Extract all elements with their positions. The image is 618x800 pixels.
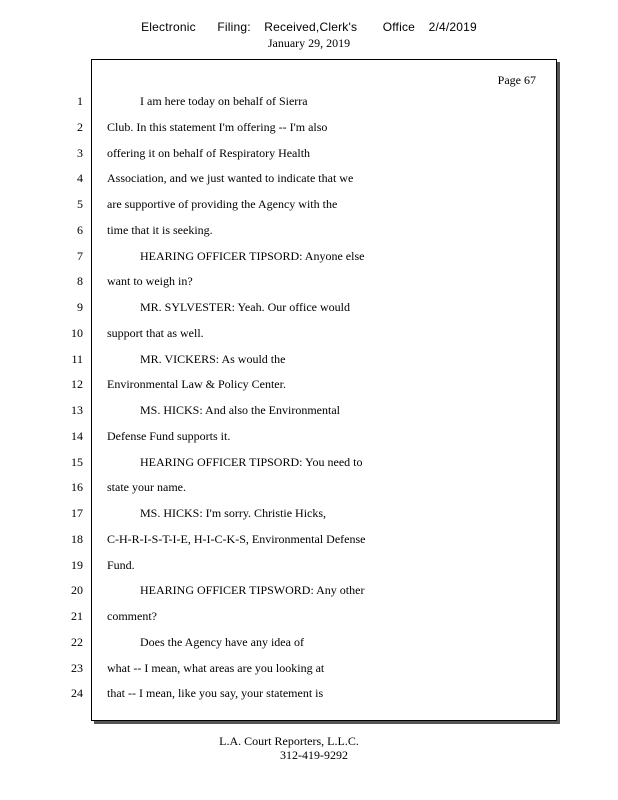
transcript-line: HEARING OFFICER TIPSORD: Anyone else: [140, 249, 365, 263]
transcript-line: that -- I mean, like you say, your statement is: [107, 686, 324, 700]
page-number: Page 67: [497, 73, 536, 87]
line-number: 3: [77, 146, 83, 160]
transcript-line: offering it on behalf of Respiratory Health: [107, 146, 311, 160]
line-number: 7: [77, 249, 83, 263]
line-number: 19: [71, 558, 83, 572]
line-number: 16: [71, 480, 83, 494]
line-number: 9: [77, 300, 83, 314]
stamp-word-filing: Filing:: [217, 20, 251, 34]
transcript-line: want to weigh in?: [107, 274, 193, 288]
transcript-line: I am here today on behalf of Sierra: [140, 94, 308, 108]
line-number: 24: [71, 686, 83, 700]
transcript-line: Club. In this statement I'm offering -- I'm also: [107, 120, 328, 134]
transcript-line: C-H-R-I-S-T-I-E, H-I-C-K-S, Environmental Defense: [107, 532, 366, 546]
stamp-word-received: Received,Clerk's: [264, 20, 358, 34]
filed-date: January 29, 2019: [267, 36, 351, 50]
line-number: 22: [71, 635, 83, 649]
footer-phone: 312-419-9292: [280, 748, 348, 762]
line-number: 12: [71, 377, 83, 391]
stamp-word-electronic: Electronic: [141, 20, 196, 34]
line-number: 6: [77, 223, 83, 237]
stamp-date: 2/4/2019: [428, 20, 477, 34]
line-number: 23: [71, 661, 83, 675]
line-number: 1: [77, 94, 83, 108]
line-number: 15: [71, 455, 83, 469]
line-number: 13: [71, 403, 83, 417]
line-number: 18: [71, 532, 83, 546]
line-number: 20: [71, 583, 83, 597]
transcript-line: what -- I mean, what areas are you looking at: [107, 661, 325, 675]
line-number: 2: [77, 120, 83, 134]
transcript-line: HEARING OFFICER TIPSWORD: Any other: [140, 583, 365, 597]
line-number: 8: [77, 274, 83, 288]
line-number: 14: [71, 429, 83, 443]
transcript-line: time that it is seeking.: [107, 223, 213, 237]
filing-stamp: [0, 20, 618, 34]
stamp-word-office: Office: [382, 20, 416, 34]
transcript-line: MS. HICKS: I'm sorry. Christie Hicks,: [140, 506, 327, 520]
transcript-line: MR. SYLVESTER: Yeah. Our office would: [140, 300, 351, 314]
transcript-line: support that as well.: [107, 326, 204, 340]
transcript-line: state your name.: [107, 480, 186, 494]
transcript-line: are supportive of providing the Agency with the: [107, 197, 338, 211]
transcript-line: Fund.: [107, 558, 135, 572]
transcript-line: MS. HICKS: And also the Environmental: [140, 403, 340, 417]
line-number: 11: [71, 352, 83, 366]
line-number: 10: [71, 326, 83, 340]
transcript-line: Defense Fund supports it.: [107, 429, 231, 443]
transcript-line: Environmental Law & Policy Center.: [107, 377, 286, 391]
transcript-line: Association, and we just wanted to indicate that we: [107, 171, 354, 185]
line-number: 21: [71, 609, 83, 623]
transcript-line: Does the Agency have any idea of: [140, 635, 304, 649]
transcript-line: HEARING OFFICER TIPSORD: You need to: [140, 455, 363, 469]
line-number: 4: [77, 171, 83, 185]
footer-company: L.A. Court Reporters, L.L.C.: [219, 734, 359, 748]
line-number: 5: [77, 197, 83, 211]
line-number: 17: [71, 506, 83, 520]
transcript-line: MR. VICKERS: As would the: [140, 352, 286, 366]
transcript-line: comment?: [107, 609, 157, 623]
